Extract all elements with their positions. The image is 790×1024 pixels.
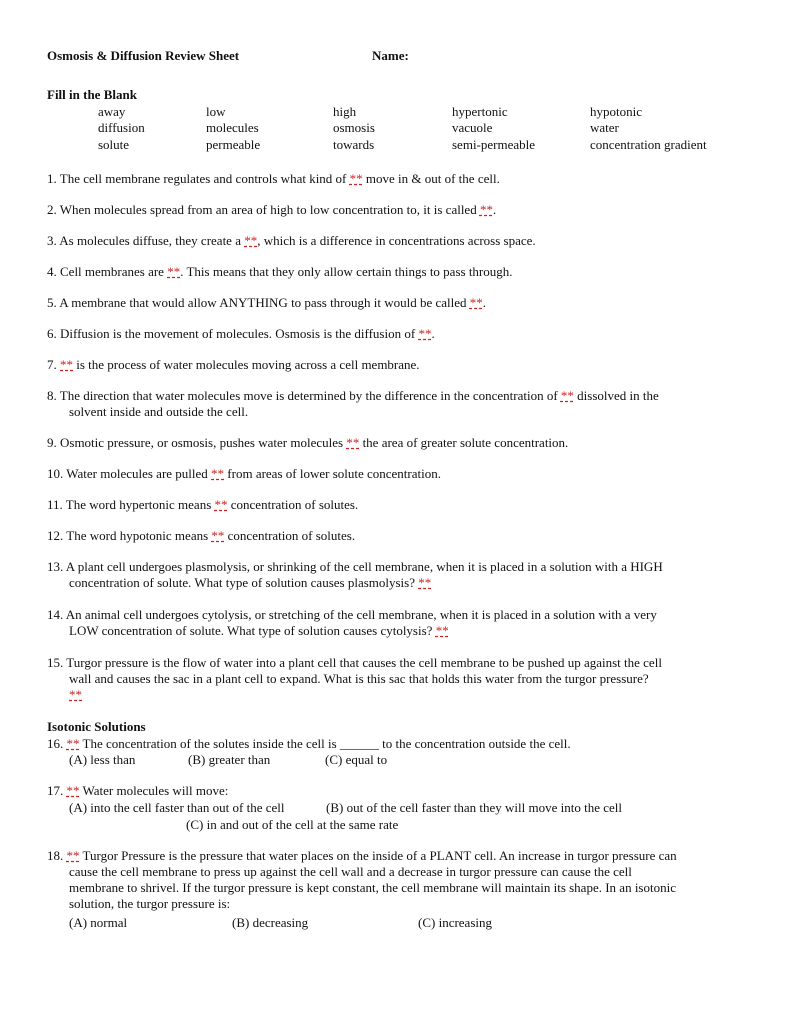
word-bank-term: towards [333, 137, 375, 152]
question-text: . [431, 326, 435, 341]
question-text: 2. When molecules spread from an area of high to low concentration to, it is called [47, 202, 480, 217]
question-text: 1. The cell membrane regulates and controls what kind of [47, 171, 350, 186]
option-c[interactable]: (C) increasing [418, 915, 493, 930]
question-text: 13. A plant cell undergoes plasmolysis, or shrinking of the cell membrane, when it is placed in a solution with a HIGH [47, 559, 663, 574]
question-text: 6. Diffusion is the movement of molecules. Osmosis is the diffusion of [47, 326, 419, 341]
answer-blank[interactable]: ** [349, 171, 363, 186]
worksheet-title: Osmosis & Diffusion Review Sheet [47, 48, 240, 63]
question-number: 17. [47, 783, 67, 798]
question-text: 11. The word hypertonic means [47, 497, 215, 512]
question-text: Turgor Pressure is the pressure that water places on the inside of a PLANT cell. An increase in turgor pressure can [79, 848, 677, 863]
answer-blank[interactable]: ** [479, 202, 493, 217]
answer-blank[interactable]: ** [66, 736, 80, 751]
question-4 [47, 264, 747, 280]
word-bank-term: permeable [206, 137, 261, 152]
answer-blank[interactable]: ** [418, 575, 432, 590]
word-bank-term: vacuole [452, 120, 493, 135]
question-7 [47, 357, 747, 373]
question-text: The concentration of the solutes inside the cell is ______ to the concentration outside the cell. [79, 736, 571, 751]
question-number: 18. [47, 848, 67, 863]
option-c[interactable]: (C) in and out of the cell at the same rate [186, 817, 399, 832]
question-16 [47, 736, 747, 752]
word-bank-term: osmosis [333, 120, 375, 135]
word-bank-term: diffusion [98, 120, 145, 135]
question-text: the area of greater solute concentration. [359, 435, 569, 450]
answer-blank[interactable]: ** [469, 295, 483, 310]
word-bank-term: high [333, 104, 357, 119]
question-text: solution, the turgor pressure is: [69, 896, 231, 911]
question-17 [47, 783, 747, 799]
answer-blank[interactable]: ** [244, 233, 258, 248]
word-bank-term: hypotonic [590, 104, 642, 119]
option-b[interactable]: (B) decreasing [232, 915, 309, 930]
answer-blank[interactable]: ** [60, 357, 73, 372]
question-number: 16. [47, 736, 67, 751]
question-text: Water molecules will move: [79, 783, 229, 798]
question-8 [47, 388, 747, 420]
question-1 [47, 171, 747, 187]
question-text: . [492, 202, 497, 217]
answer-blank[interactable]: ** [66, 783, 80, 798]
answer-blank[interactable]: ** [560, 388, 574, 403]
answer-blank[interactable]: ** [214, 497, 228, 512]
question-text: membrane to shrivel. If the turgor pressure is kept constant, the cell membrane will maintain its shape. In an isotonic [69, 880, 676, 895]
question-text: 7. [47, 357, 60, 372]
question-text: 10. Water molecules are pulled [47, 466, 212, 481]
question-text: is the process of water molecules moving across a cell membrane. [73, 357, 420, 372]
answer-blank[interactable]: ** [346, 435, 360, 450]
question-text: cause the cell membrane to press up against the cell wall and a decrease in turgor pressure can cause the cell [69, 864, 632, 879]
option-a[interactable]: (A) normal [69, 915, 128, 930]
question-text: , which is a difference in concentrations across space. [257, 233, 536, 248]
question-text: 14. An animal cell undergoes cytolysis, or stretching of the cell membrane, when it is placed in a solution with a very [47, 607, 657, 622]
word-bank-term: semi-permeable [452, 137, 536, 152]
answer-blank[interactable]: ** [418, 326, 432, 341]
question-text: 15. Turgor pressure is the flow of water into a plant cell that causes the cell membrane to be pushed up against the cell [47, 655, 662, 670]
question-10 [47, 466, 747, 482]
question-text: concentration of solutes. [227, 497, 359, 512]
word-bank-term: solute [98, 137, 130, 152]
question-text: concentration of solute. What type of solution causes plasmolysis? [69, 575, 419, 590]
option-a[interactable]: (A) into the cell faster than out of the cell [69, 800, 285, 815]
question-11 [47, 497, 747, 513]
question-text: 5. A membrane that would allow ANYTHING to pass through it would be called [47, 295, 470, 310]
isotonic-heading: Isotonic Solutions [47, 719, 146, 734]
word-bank-term: water [590, 120, 619, 135]
question-5 [47, 295, 747, 311]
question-text: move in & out of the cell. [362, 171, 500, 186]
question-13 [47, 559, 747, 591]
word-bank-term: low [206, 104, 226, 119]
name-label: Name: [372, 48, 409, 63]
question-12 [47, 528, 747, 544]
question-3 [47, 233, 747, 249]
answer-blank[interactable]: ** [69, 687, 82, 702]
question-text: 4. Cell membranes are [47, 264, 168, 279]
option-c[interactable]: (C) equal to [325, 752, 388, 767]
answer-blank[interactable]: ** [167, 264, 181, 279]
option-b[interactable]: (B) out of the cell faster than they will move into the cell [326, 800, 623, 815]
question-text: wall and causes the sac in a plant cell to expand. What is this sac that holds this water from the turgor pressure? [69, 671, 649, 686]
word-bank-heading: Fill in the Blank [47, 87, 137, 102]
question-text: concentration of solutes. [224, 528, 356, 543]
question-2 [47, 202, 747, 218]
option-a[interactable]: (A) less than [69, 752, 136, 767]
word-bank-term: molecules [206, 120, 259, 135]
option-b[interactable]: (B) greater than [188, 752, 271, 767]
question-text: . This means that they only allow certain things to pass through. [180, 264, 513, 279]
question-text: . [482, 295, 487, 310]
question-text: LOW concentration of solute. What type of solution causes cytolysis? [69, 623, 436, 638]
answer-blank[interactable]: ** [66, 848, 80, 863]
question-9 [47, 435, 747, 451]
question-text: 3. As molecules diffuse, they create a [47, 233, 245, 248]
question-text: from areas of lower solute concentration. [224, 466, 441, 481]
answer-blank[interactable]: ** [211, 466, 225, 481]
question-6 [47, 326, 747, 342]
question-text: 12. The word hypotonic means [47, 528, 212, 543]
answer-blank[interactable]: ** [435, 623, 449, 638]
word-bank-term: hypertonic [452, 104, 508, 119]
answer-blank[interactable]: ** [211, 528, 225, 543]
question-text: 9. Osmotic pressure, or osmosis, pushes water molecules [47, 435, 347, 450]
question-14 [47, 607, 747, 639]
question-text: 8. The direction that water molecules move is determined by the difference in the concentration of [47, 388, 561, 403]
word-bank-term: away [98, 104, 126, 119]
question-text: solvent inside and outside the cell. [69, 404, 249, 419]
question-text: dissolved in the [573, 388, 659, 403]
question-18 [47, 848, 757, 912]
word-bank-term: concentration gradient [590, 137, 707, 152]
question-15 [47, 655, 747, 703]
